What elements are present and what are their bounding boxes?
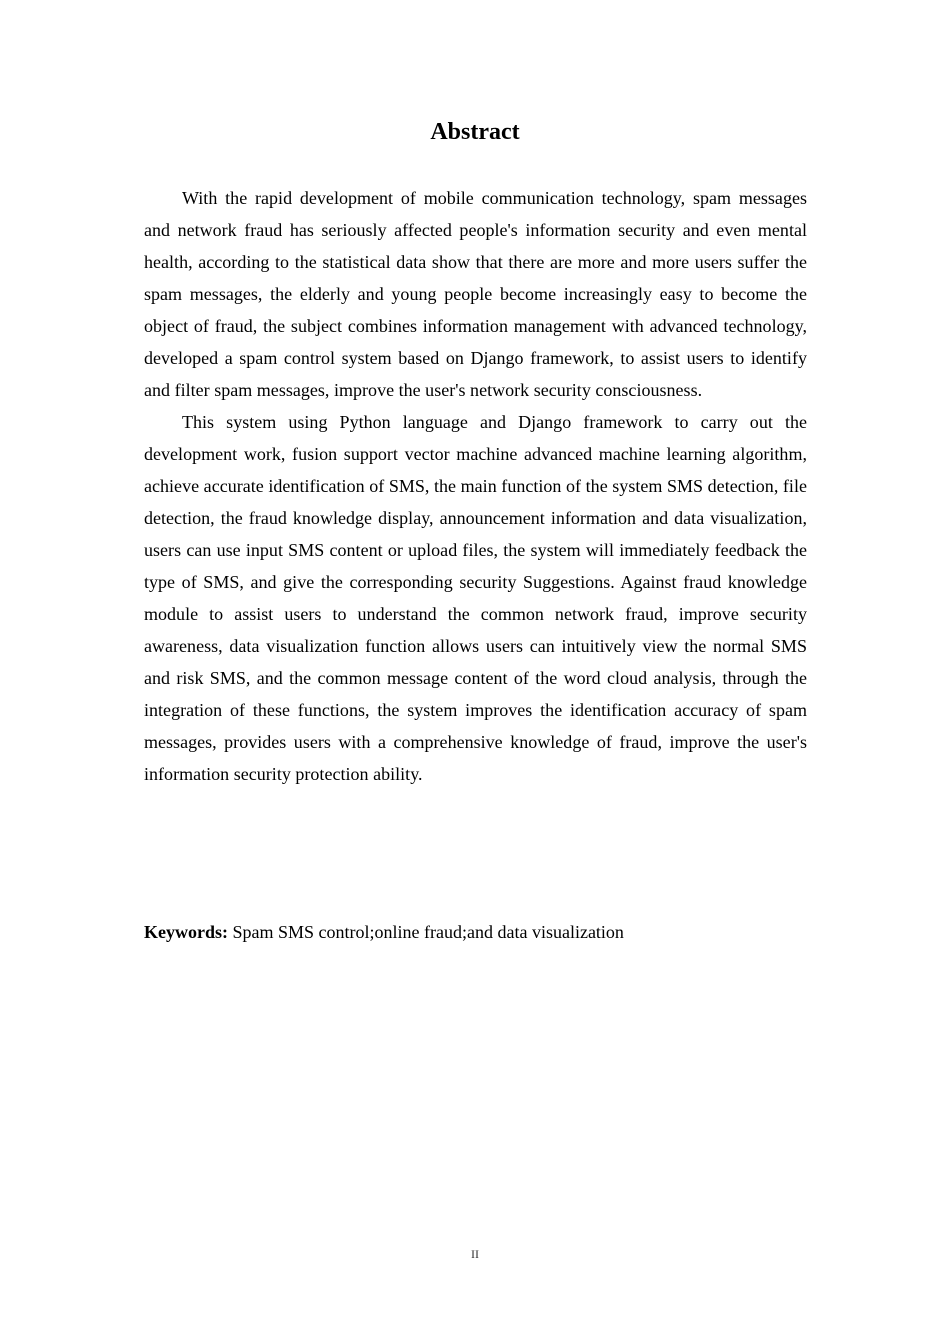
- abstract-body: [144, 182, 807, 790]
- page-number: II: [471, 1247, 479, 1261]
- keywords-line: [144, 916, 807, 948]
- abstract-paragraph-1: With the rapid development of mobile communication technology, spam messages and network fraud has seriously affected people's information security and even mental health, according to the statistical data show that there are more and more users suffer the spam messages, the elderly and young people become increasingly easy to become the object of fraud, the subject combines information management with advanced technology, developed a spam control system based on Django framework, to assist users to identify and filter spam messages, improve the user's network security consciousness.: [144, 188, 807, 400]
- keywords-text: Spam SMS control;online fraud;and data visualization: [228, 922, 624, 942]
- page-title: Abstract: [430, 119, 520, 145]
- keywords-label: Keywords:: [144, 922, 228, 942]
- abstract-paragraph-2: This system using Python language and Django framework to carry out the development work, fusion support vector machine advanced machine learning algorithm, achieve accurate identification of SMS, the main function of the system SMS detection, file detection, the fraud knowledge display, announcement information and data visualization, users can use input SMS content or upload files, the system will immediately feedback the type of SMS, and give the corresponding security Suggestions. Against fraud knowledge module to assist users to understand the common network fraud, improve security awareness, data visualization function allows users can intuitively view the normal SMS and risk SMS, and the common message content of the word cloud analysis, through the integration of these functions, the system improves the identification accuracy of spam messages, provides users with a comprehensive knowledge of fraud, improve the user's information security protection ability.: [144, 412, 807, 784]
